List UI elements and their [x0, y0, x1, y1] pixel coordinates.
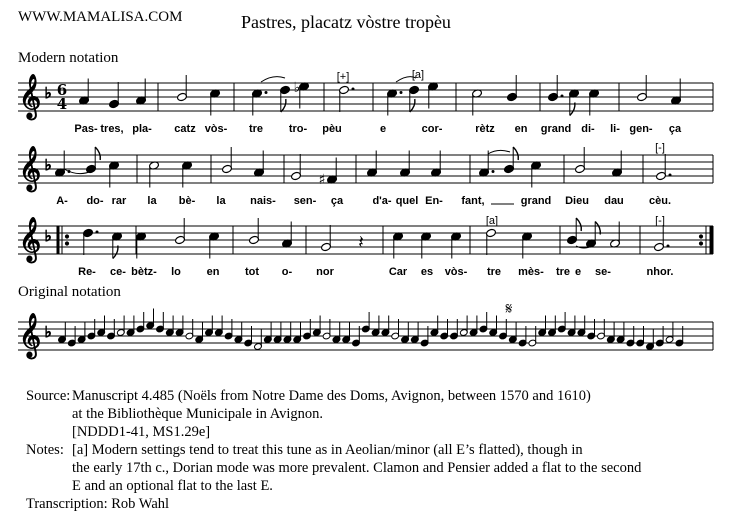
lyric-syllable: la: [216, 195, 226, 207]
annotation-a: [a]: [485, 215, 499, 227]
augmentation-dot: [492, 170, 495, 173]
lyric-syllable: Dieu: [565, 195, 589, 207]
lyric-syllable: sen-: [293, 195, 317, 207]
repeat-dot: [65, 235, 68, 238]
lyric-syllable: En-: [425, 195, 443, 207]
eighth-flag: [95, 147, 100, 160]
augmentation-dot: [669, 174, 672, 177]
segno-icon: 𝄋: [505, 299, 513, 318]
lyric-syllable: rètz: [475, 123, 495, 135]
lyric-syllable: di-: [581, 123, 595, 135]
song-title: Pastres, placatz vòstre tropèu: [241, 12, 451, 32]
source-entry: [26, 387, 726, 405]
lyric-syllable: Re-: [78, 266, 96, 278]
lyric-syllable: ça: [330, 195, 344, 207]
flat-accidental-icon: ♭: [293, 80, 301, 96]
lyric-syllable: mès-: [518, 266, 544, 278]
slur: [261, 77, 285, 82]
lyric-syllable: tre: [555, 266, 571, 278]
notes-line: the early 17th c., Dorian mode was more prevalent. Clamon and Pensier added a flat to the second: [72, 460, 642, 476]
lyric-syllable: grand: [540, 123, 572, 135]
annotation-a: [a]: [411, 69, 425, 81]
treble-clef-icon: 𝄞: [18, 217, 42, 261]
augmentation-dot: [96, 231, 99, 234]
lyric-syllable: Car: [388, 266, 408, 278]
lyric-syllable: pla-: [132, 123, 152, 135]
lyric-syllable: ce-: [110, 266, 126, 278]
lyric-syllable: bè-: [178, 195, 196, 207]
lyric-syllable: nor: [316, 266, 334, 278]
lyric-syllable: en: [514, 123, 528, 135]
lyric-syllable: A-: [56, 195, 68, 207]
lyric-syllable: es: [420, 266, 434, 278]
lyric-syllable: o-: [281, 266, 293, 278]
lyric-syllable: e: [574, 266, 582, 278]
lyric-syllable: grand: [520, 195, 552, 207]
modern-notation-label: Modern notation: [18, 50, 119, 66]
lyric-syllable: tre: [486, 266, 502, 278]
annotation-minus: [-]: [655, 215, 665, 227]
lyric-syllable: nhor.: [646, 266, 674, 278]
treble-clef-icon: 𝄞: [18, 146, 42, 190]
augmentation-dot: [265, 91, 268, 94]
treble-clef-icon: 𝄞: [18, 74, 42, 118]
lyric-syllable: en: [206, 266, 220, 278]
time-signature-top: 6: [56, 81, 68, 99]
slur: [488, 150, 510, 154]
lyric-syllable: catz: [174, 123, 196, 135]
lyric-syllable: vòs-: [204, 123, 228, 135]
augmentation-dot: [400, 91, 403, 94]
lyric-syllable: rar: [111, 195, 127, 207]
annotation-minus: [-]: [655, 142, 665, 154]
augmentation-dot: [667, 245, 670, 248]
lyric-syllable: do-: [86, 195, 104, 207]
lyric-syllable: la: [147, 195, 157, 207]
lyric-syllable: quel: [395, 195, 419, 207]
time-signature-bottom: 4: [56, 95, 68, 113]
source-line: Manuscript 4.485 (Noëls from Notre Dame des Doms, Avignon, between 1570 and 1610): [72, 388, 591, 404]
site-url: WWW.MAMALISA.COM: [18, 9, 183, 25]
lyric-syllable: vòs-: [444, 266, 468, 278]
lyric-syllable: cèu.: [648, 195, 672, 207]
lyric-syllable: tre: [248, 123, 264, 135]
notes-line: E and an optional flat to the last E.: [72, 478, 273, 494]
source-line: [NDDD1-41, MS1.29e]: [72, 424, 211, 440]
treble-clef-icon: 𝄞: [18, 313, 42, 357]
original-notation-label: Original notation: [18, 284, 121, 300]
annotation-plus: [+]: [336, 71, 350, 83]
repeat-dot: [699, 242, 702, 245]
notes-entry: [26, 441, 726, 459]
lyric-syllable: lo: [171, 266, 181, 278]
lyric-syllable: pèu: [322, 123, 342, 135]
lyric-syllable: tot: [244, 266, 260, 278]
source-line: at the Bibliothèque Municipale in Avignon.: [72, 406, 324, 422]
lyric-syllable: dau: [604, 195, 624, 207]
lyric-syllable: d'a-: [372, 195, 392, 207]
notes-label: Notes:: [26, 442, 64, 458]
eighth-flag: [513, 147, 518, 160]
lyric-syllable: e: [379, 123, 387, 135]
lyric-syllable: tro-: [288, 123, 308, 135]
lyric-syllable: bètz-: [131, 266, 157, 278]
source-label: Source:: [26, 388, 71, 404]
eighth-flag: [410, 99, 415, 112]
eighth-flag: [281, 99, 286, 112]
sharp-accidental-icon: ♯: [318, 172, 326, 188]
repeat-dot: [699, 235, 702, 238]
lyric-syllable: li-: [610, 123, 620, 135]
lyric-syllable: tres,: [100, 123, 124, 135]
lyric-syllable: Pas-: [74, 123, 98, 135]
notes-block: [26, 387, 726, 513]
flat-sign-icon: ♭: [44, 227, 52, 245]
lyric-syllable: gen-: [629, 123, 653, 135]
transcription-credit: Transcription: Rob Wahl: [26, 496, 170, 512]
quarter-rest-icon: 𝄽: [358, 232, 364, 253]
flat-sign-icon: ♭: [44, 84, 52, 102]
lyric-syllable: cor-: [421, 123, 443, 135]
repeat-dot: [65, 242, 68, 245]
lyric-syllable: se-: [595, 266, 611, 278]
lyric-syllable: nais-: [250, 195, 276, 207]
flat-sign-icon: ♭: [44, 323, 52, 341]
eighth-flag: [576, 218, 581, 231]
lyric-syllable: fant,: [461, 195, 485, 207]
notes-line: [a] Modern settings tend to treat this tune as in Aeolian/minor (all E’s flatted), though in: [72, 442, 583, 458]
augmentation-dot: [352, 88, 355, 91]
flat-sign-icon: ♭: [44, 156, 52, 174]
lyric-syllable: ça: [668, 123, 682, 135]
augmentation-dot: [561, 95, 564, 98]
